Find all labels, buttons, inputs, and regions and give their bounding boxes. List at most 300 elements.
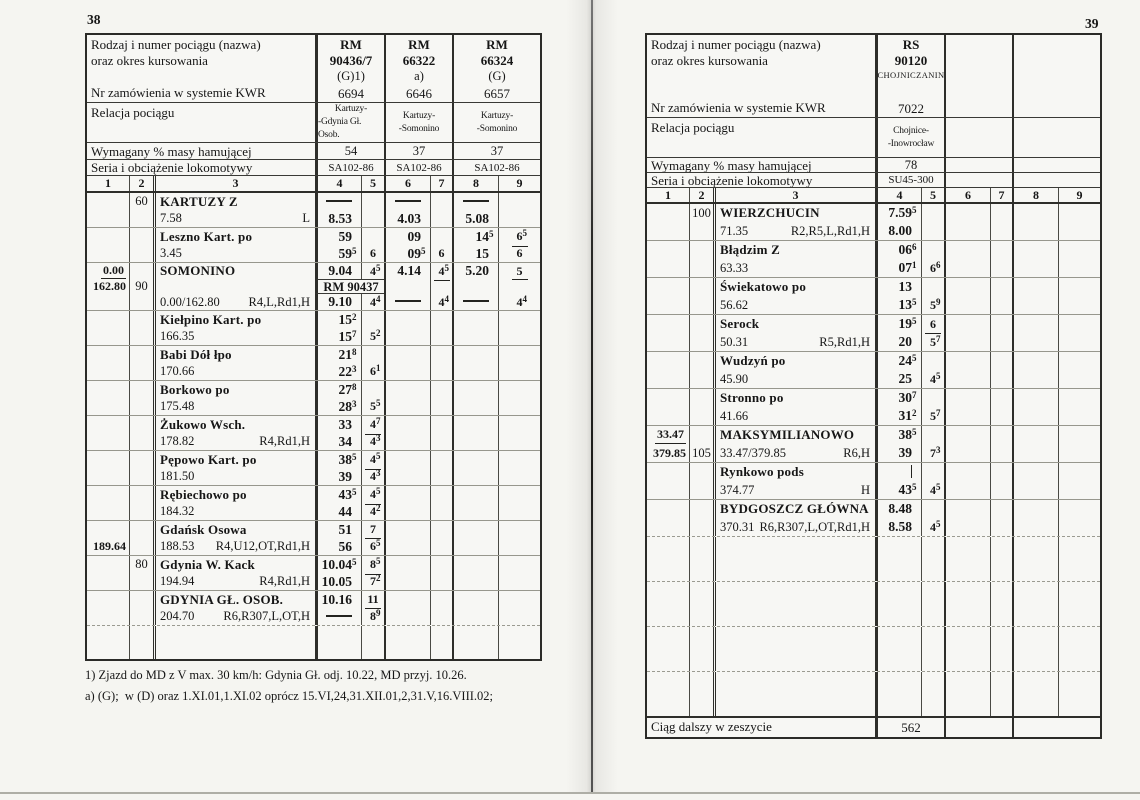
empty-cell (689, 672, 713, 716)
km-position: 71.35 (720, 224, 749, 238)
km-cell (647, 481, 689, 499)
brake-percent-value: 78 (875, 158, 944, 172)
time-cell-c8 (1012, 333, 1058, 351)
time-cell-c4: 56 (315, 538, 361, 555)
time-cell-c6 (944, 370, 990, 388)
footnote-line: a) (G); w (D) oraz 1.XI.01,1.XI.02 oprócz 15.VI,24,31.XII.01,2,31.V,16.VIII.02; (85, 689, 494, 703)
time-cell-c5 (361, 591, 384, 608)
time-cell-c9 (498, 311, 540, 328)
time-cell-c7 (430, 538, 452, 555)
speed-cell (129, 311, 153, 328)
empty-cell (1058, 627, 1100, 671)
underlined-time: 65 (512, 228, 528, 247)
time-cell-c4: 10.045 (315, 556, 361, 573)
time-cell-c9 (1058, 426, 1100, 444)
km-cell: 162.80 (93, 279, 126, 293)
time-cell-c6 (384, 311, 430, 328)
empty-line (87, 626, 540, 659)
km-position: 175.48 (160, 399, 195, 413)
time-cell-c6 (384, 556, 430, 573)
station-row (87, 450, 540, 485)
time-cell-c6 (384, 416, 430, 433)
station-row-line2 (647, 407, 1100, 425)
underlined-time: 6 (925, 315, 941, 334)
speed-cell (129, 451, 153, 468)
time-cell-c9 (1058, 315, 1100, 333)
time-cell-c9: 6 (498, 245, 540, 262)
time-cell-c8 (452, 521, 498, 538)
station-row-line2 (87, 328, 540, 345)
underlined-time: 45 (365, 451, 381, 470)
km-position: 7.58 (160, 211, 182, 225)
km-codes-cell (153, 363, 315, 380)
time-cell-c7 (990, 370, 1012, 388)
empty-line (647, 537, 1100, 581)
empty-cell (153, 626, 315, 659)
blank-time-cell (498, 279, 540, 294)
station-row (87, 555, 540, 590)
blank-time-cell (452, 279, 498, 294)
time-cell-c8 (1012, 315, 1058, 333)
time-cell-c4: 20 (875, 333, 921, 351)
speed-cell (129, 521, 153, 538)
time-cell-c8: 5.08 (452, 210, 498, 227)
time-cell-c4: 066 (875, 241, 921, 259)
time-cell-c9 (1058, 204, 1100, 222)
time-cell-c4: 152 (315, 311, 361, 328)
column-number-3: 3 (713, 188, 875, 202)
time-cell-c6 (944, 259, 990, 277)
time-cell-c4: 44 (315, 503, 361, 520)
station-row (647, 425, 1100, 462)
station-name: Leszno Kart. po (160, 229, 253, 244)
speed-cell (129, 328, 153, 345)
empty-cell (990, 537, 1012, 581)
time-cell-c4: 071 (875, 259, 921, 277)
time-cell-c7 (990, 518, 1012, 536)
time-cell-c8: 5.20 (452, 263, 498, 279)
time-cell-c6 (384, 451, 430, 468)
speed-cell (689, 518, 713, 536)
time-cell-c6 (384, 193, 430, 210)
station-row (87, 485, 540, 520)
km-position: 181.50 (160, 469, 195, 483)
time-cell-c4: 39 (315, 468, 361, 485)
train-column-header (944, 35, 1012, 117)
time-cell-c6 (384, 573, 430, 590)
no-stop-dash (395, 300, 421, 302)
header-brake-row (87, 142, 540, 159)
time-cell-c5 (921, 500, 944, 518)
time-cell-c7 (430, 193, 452, 210)
time-cell-c9 (1058, 481, 1100, 499)
time-cell-c6 (944, 204, 990, 222)
speed-cell: 60 (129, 193, 153, 210)
time-cell-c5 (361, 451, 384, 468)
time-cell-c6 (384, 468, 430, 485)
station-row-line1 (87, 228, 540, 245)
station-row-line2 (87, 433, 540, 450)
time-cell-c9 (1058, 278, 1100, 296)
station-row-line2 (87, 573, 540, 590)
empty-cell (430, 626, 452, 659)
time-cell-c7 (430, 573, 452, 590)
time-cell-c9 (498, 381, 540, 398)
time-cell-c7 (430, 503, 452, 520)
time-cell-c9 (498, 538, 540, 555)
loco-series-value: SA102-86 (452, 160, 540, 175)
time-cell-c6 (944, 278, 990, 296)
km-cell (87, 556, 129, 573)
time-cell-c5: 89 (361, 608, 384, 625)
station-name: Rębiechowo po (160, 487, 247, 502)
column-number-1: 1 (665, 187, 671, 202)
empty-cell (315, 626, 361, 659)
time-cell-c7 (990, 481, 1012, 499)
station-row-line2 (647, 481, 1100, 499)
train-column-header (875, 35, 944, 117)
time-cell-c7: 6 (430, 245, 452, 262)
column-number-5: 5 (921, 188, 944, 202)
km-cell (647, 426, 689, 444)
relation-from: Kartuzy- (480, 110, 514, 121)
continuation-label: Ciąg dalszy w zeszycie (651, 719, 772, 734)
km-cell (87, 263, 129, 279)
km-codes-cell (713, 481, 875, 499)
relation-from: Kartuzy- (402, 110, 436, 121)
route-codes: R2,R5,L,Rd1,H (790, 224, 870, 238)
station-name: Gdańsk Osowa (160, 522, 247, 537)
station-name-cell (713, 463, 875, 481)
station-row-line2 (647, 370, 1100, 388)
time-cell-c6 (384, 294, 430, 310)
km-position: 63.33 (720, 261, 749, 275)
empty-cell (689, 582, 713, 626)
empty-cell (990, 672, 1012, 716)
time-cell-c4: 51 (315, 521, 361, 538)
time-cell-c9 (498, 210, 540, 227)
brake-percent-value: 54 (315, 143, 384, 159)
time-cell-c5 (361, 521, 384, 538)
brake-percent-value: 37 (452, 143, 540, 159)
train-kind-label-line1: Rodzaj i numer pociągu (nazwa) (651, 37, 821, 52)
footnote-line: 1) Zjazd do MD z V max. 30 km/h: Gdynia Gł. odj. 10.22, MD przyj. 10.26. (85, 668, 467, 682)
page-number-left: 38 (87, 12, 101, 27)
empty-cell (1058, 582, 1100, 626)
brake-label-text: Wymagany % masy hamującej (91, 143, 252, 159)
time-cell-c9 (1058, 222, 1100, 240)
time-cell-c5 (361, 416, 384, 433)
time-cell-c7: 44 (430, 294, 452, 310)
train-kind-label-line1: Rodzaj i numer pociągu (nazwa) (91, 37, 261, 52)
km-cell (647, 370, 689, 388)
station-row (647, 388, 1100, 425)
station-row-line2 (87, 245, 540, 262)
train-type: RM (486, 37, 508, 52)
station-row (87, 227, 540, 262)
loco-series-value: SU45-300 (875, 173, 944, 187)
underlined-time: 85 (365, 556, 381, 575)
header-column-numbers (647, 187, 1100, 202)
time-cell-c8 (1012, 426, 1058, 444)
station-row-line2 (87, 503, 540, 520)
speed-cell (129, 468, 153, 485)
time-cell-c8 (452, 538, 498, 555)
empty-cell (921, 627, 944, 671)
time-cell-c6 (384, 591, 430, 608)
empty-row (647, 671, 1100, 716)
column-number-4: 4 (875, 188, 921, 202)
loco-label-text: Seria i obciążenie lokomotywy (91, 160, 253, 175)
station-name: WIERZCHUCIN (720, 205, 820, 220)
time-cell-c5: 42 (361, 503, 384, 520)
station-row-line1 (647, 463, 1100, 481)
header-train-labels (87, 35, 315, 102)
station-row-line2 (87, 468, 540, 485)
empty-row (647, 626, 1100, 671)
km-cell: 189.64 (93, 539, 126, 553)
time-cell-c4: 385 (315, 451, 361, 468)
empty-cell (1012, 627, 1058, 671)
time-cell-c7 (430, 608, 452, 625)
train-number: 66322 (402, 53, 436, 68)
train-note: (G)1) (337, 69, 365, 83)
no-stop-dash (326, 200, 352, 202)
station-row-line2 (647, 259, 1100, 277)
time-cell-c8 (452, 486, 498, 503)
time-cell-c5 (921, 278, 944, 296)
time-cell-c8 (1012, 518, 1058, 536)
station-row-line1 (647, 278, 1100, 296)
column-number-4: 4 (315, 176, 361, 191)
speed-cell (129, 538, 153, 555)
empty-cell (647, 627, 689, 671)
time-cell-c7 (430, 311, 452, 328)
km-codes-cell (713, 259, 875, 277)
time-cell-c5: 45 (921, 370, 944, 388)
time-cell-c7 (430, 210, 452, 227)
km-cell (647, 389, 689, 407)
km-position: 170.66 (160, 364, 195, 378)
empty-line (647, 582, 1100, 626)
column-number-2: 2 (689, 188, 713, 202)
station-row-line1 (87, 381, 540, 398)
station-name: Borkowo po (160, 382, 230, 397)
relation-label-text: Relacja pociągu (91, 105, 175, 120)
empty-row (647, 536, 1100, 581)
blank-time-cell (430, 279, 452, 294)
km-cell (87, 486, 129, 503)
station-row-line1 (647, 389, 1100, 407)
station-row (647, 240, 1100, 277)
km-cell (87, 416, 129, 433)
header-brake-row (647, 157, 1100, 172)
speed-cell (129, 398, 153, 415)
time-cell-c7 (430, 591, 452, 608)
time-cell-c4: 10.16 (315, 591, 361, 608)
time-cell-c9 (498, 228, 540, 245)
time-cell-c6 (384, 363, 430, 380)
km-codes-cell (713, 296, 875, 314)
time-cell-c8 (1012, 500, 1058, 518)
time-cell-c6 (944, 315, 990, 333)
time-cell-c5: 44 (361, 294, 384, 310)
time-cell-c7 (990, 259, 1012, 277)
km-cell (647, 241, 689, 259)
time-cell-c5: 57 (921, 407, 944, 425)
station-name: Świekatowo po (720, 279, 807, 294)
time-cell-c7 (430, 416, 452, 433)
time-cell-c4: 157 (315, 328, 361, 345)
station-row-line2 (647, 296, 1100, 314)
speed-cell (689, 500, 713, 518)
train-type: RS (902, 37, 920, 52)
speed-blank (129, 294, 153, 310)
empty-cell (647, 582, 689, 626)
time-cell-c7 (990, 444, 1012, 462)
relation-from: Kartuzy- (334, 104, 368, 114)
empty-cell (361, 626, 384, 659)
time-cell-c8 (452, 346, 498, 363)
station-name: Wudzyń po (720, 353, 786, 368)
brake-label (647, 158, 875, 172)
speed-cell: 105 (689, 444, 713, 462)
train-column-header (315, 35, 384, 102)
time-cell-c9 (498, 486, 540, 503)
speed-cell (689, 278, 713, 296)
station-name-cell (153, 346, 315, 363)
km-cell (87, 573, 129, 590)
column-number-7: 7 (430, 176, 452, 191)
column-number-9: 9 (1058, 188, 1100, 202)
km-codes-cell (153, 503, 315, 520)
relation-to: -Somonino (398, 123, 440, 134)
time-cell-c9 (498, 416, 540, 433)
time-cell-c9 (498, 521, 540, 538)
km-value: 33.47 (655, 425, 686, 444)
time-cell-c8 (452, 451, 498, 468)
time-cell-c5 (921, 315, 944, 333)
time-cell-c7 (430, 363, 452, 380)
time-cell-c6: 09 (384, 228, 430, 245)
km-cell (647, 500, 689, 518)
empty-cell (1012, 537, 1058, 581)
station-name-cell (153, 311, 315, 328)
time-cell-c8 (1012, 444, 1058, 462)
relation-label (87, 103, 315, 142)
relation-label-text: Relacja pociągu (651, 120, 735, 135)
time-cell-c9 (498, 346, 540, 363)
time-cell-c6 (944, 389, 990, 407)
time-cell-c7 (430, 468, 452, 485)
header-column-numbers (87, 175, 540, 191)
km-cell (87, 328, 129, 345)
train-kwr-number: 6694 (338, 86, 364, 101)
train-kwr-number: 6646 (406, 86, 432, 101)
time-cell-c4: 595 (315, 245, 361, 262)
speed-cell (689, 333, 713, 351)
km-cell (647, 204, 689, 222)
empty-cell (875, 627, 921, 671)
time-cell-c8 (452, 573, 498, 590)
km-cell (647, 407, 689, 425)
km-cell (647, 259, 689, 277)
time-cell-c9: 44 (498, 294, 540, 310)
km-cell (647, 352, 689, 370)
km-codes-cell (153, 245, 315, 262)
time-cell-c5 (921, 352, 944, 370)
underlined-time: 45 (365, 486, 381, 505)
station-name-cell (713, 204, 875, 222)
route-codes: R6,R307,L,OT,H (223, 609, 310, 623)
time-cell-c6 (944, 518, 990, 536)
station-row-line2 (647, 222, 1100, 240)
column-number-8: 8 (452, 176, 498, 191)
time-cell-c4: 13 (875, 278, 921, 296)
empty-cell (875, 582, 921, 626)
km-position: 178.82 (160, 434, 195, 448)
empty-cell (944, 582, 990, 626)
train-kwr-number: 6657 (484, 86, 510, 101)
km-position: 56.62 (720, 298, 749, 312)
km-cell (87, 591, 129, 608)
time-cell-c5: 55 (361, 398, 384, 415)
relation-label (647, 118, 875, 157)
scan-edge-line (0, 792, 1140, 794)
station-row (647, 204, 1100, 240)
time-cell-c4: 10.05 (315, 573, 361, 590)
empty-cell (921, 537, 944, 581)
station-row-line2 (647, 518, 1100, 536)
time-cell-c8 (1012, 481, 1058, 499)
time-cell-c7 (990, 333, 1012, 351)
train-kwr-number: 7022 (898, 101, 924, 116)
header-relation-row (87, 102, 540, 142)
speed-cell (689, 241, 713, 259)
empty-cell (713, 672, 875, 716)
time-cell-c9 (1058, 352, 1100, 370)
empty-row (87, 625, 540, 659)
time-cell-c5 (361, 210, 384, 227)
train-number: 90120 (894, 53, 928, 68)
km-cell (647, 222, 689, 240)
train-relation (384, 103, 452, 142)
km-codes-cell (153, 573, 315, 590)
time-cell-c6 (944, 296, 990, 314)
table-header (647, 35, 1100, 204)
time-cell-c5 (921, 463, 944, 481)
time-cell-c6 (384, 346, 430, 363)
station-name: SOMONINO (160, 263, 236, 278)
km-cell (647, 518, 689, 536)
station-row (87, 415, 540, 450)
time-cell-c7 (990, 204, 1012, 222)
header-loco-row (87, 159, 540, 175)
time-cell-c7 (990, 463, 1012, 481)
time-cell-c8 (1012, 296, 1058, 314)
time-cell-c7 (430, 228, 452, 245)
km-position: 184.32 (160, 504, 195, 518)
route-codes: R4,Rd1,H (259, 434, 310, 448)
km-cell (647, 463, 689, 481)
station-name-cell (713, 352, 875, 370)
station-name: Kiełpino Kart. po (160, 312, 262, 327)
spacer (91, 69, 315, 85)
time-cell-c4: 307 (875, 389, 921, 407)
station-row-line2 (87, 538, 540, 555)
time-cell-c9 (1058, 500, 1100, 518)
time-cell-c8 (452, 608, 498, 625)
